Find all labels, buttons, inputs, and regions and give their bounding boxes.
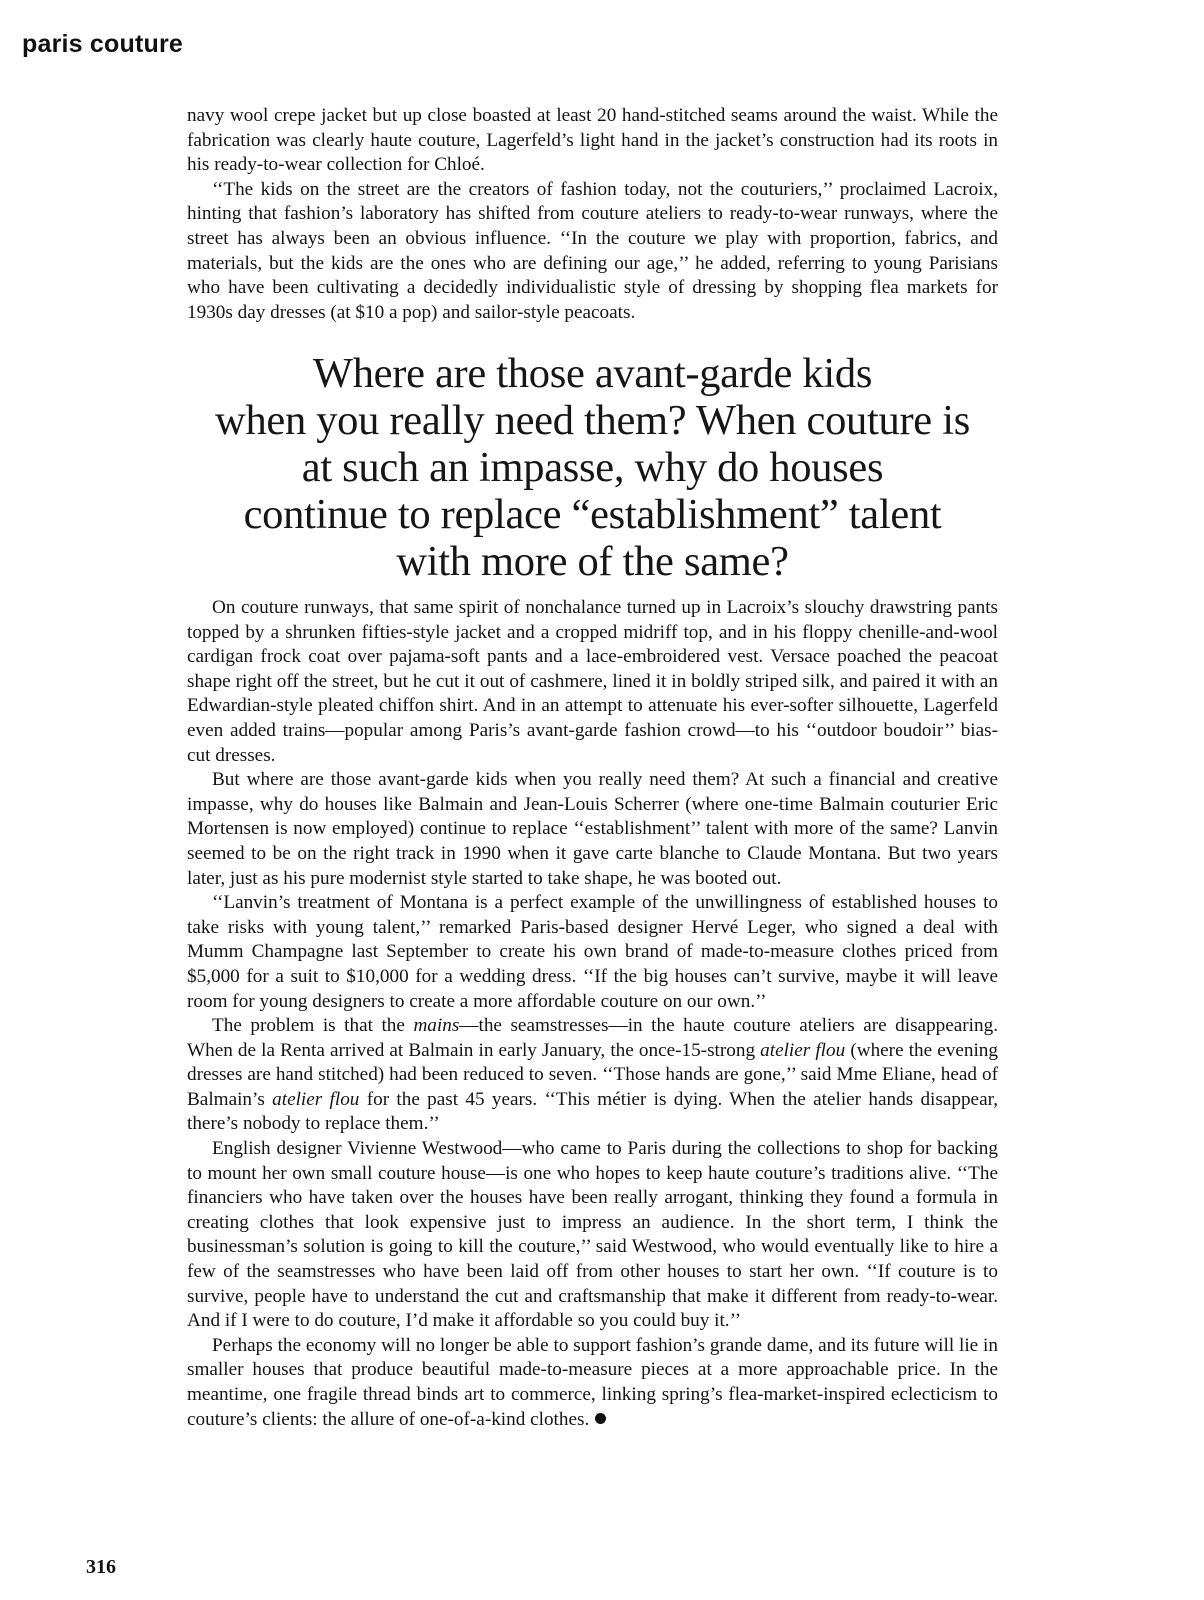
paragraph <box>187 1334 998 1432</box>
paragraph: On couture runways, that same spirit of nonchalance turned up in Lacroix’s slouchy drawstring pants topped by a shrunken fifties-style jacket and a cropped midriff top, and in his floppy chenille-and-wool cardigan frock coat over pajama-soft pants and a lace-embroidered vest. Versace poached the peacoat shape right off the street, but he cut it out of cashmere, lined it in boldly striped silk, and paired it with an Edwardian-style pleated chiffon shirt. And in an attempt to attenuate his ever-softer silhouette, Lagerfeld even added trains—popular among Paris’s avant-garde fashion crowd—to his ‘‘outdoor boudoir’’ bias-cut dresses. <box>187 597 998 766</box>
text-run: The problem is that the <box>212 1015 414 1037</box>
text-run: —the seamstresses—in the haute couture ateliers are disappearing. When de la Renta arrived at Balmain in early January, the once-15-strong <box>187 1015 998 1061</box>
section-title: paris couture <box>22 30 183 58</box>
pull-quote-line: when you really need them? When couture is <box>215 397 970 444</box>
page-number: 316 <box>86 1556 116 1578</box>
pull-quote-line: continue to replace “establishment” talent <box>243 491 942 538</box>
pull-quote <box>187 350 998 585</box>
paragraph: navy wool crepe jacket but up close boasted at least 20 hand-stitched seams around the waist. While the fabrication was clearly haute couture, Lagerfeld’s light hand in the jacket’s construction had its roots in his ready-to-wear collection for Chloé. <box>187 105 998 176</box>
pull-quote-line: at such an impasse, why do houses <box>301 444 884 491</box>
paragraph <box>187 1014 998 1137</box>
pull-quote-line: with more of the same? <box>396 538 789 585</box>
body-column-main <box>187 596 998 1432</box>
text-run: for the past 45 years. ‘‘This métier is dying. When the atelier hands disappear, there’s nobody to replace them.’’ <box>187 1088 999 1135</box>
italic-term: atelier flou <box>760 1039 846 1061</box>
paragraph: English designer Vivienne Westwood—who came to Paris during the collections to shop for backing to mount her own small couture house—is one who hopes to keep haute couture’s traditions alive. ‘‘The financiers who have taken over the houses have been really arrogant, thinking they found a formula in creating clothes that look expensive just to impress an audience. In the short term, I think the businessman’s solution is going to kill the couture,’’ said Westwood, who would eventually like to hire a few of the seamstresses who have been laid off from other houses to start her own. ‘‘If couture is to survive, people have to understand the cut and craftsmanship that make it different from ready-to-wear. And if I were to do couture, I’d make it affordable so you could buy it.’’ <box>187 1138 998 1332</box>
text-run: (where the evening dresses are hand stitched) had been reduced to seven. ‘‘Those hands are gone,’’ said Mme Eliane, head of Balmain’s <box>187 1039 998 1110</box>
pull-quote-line: Where are those avant-garde kids <box>312 350 873 397</box>
end-mark-icon <box>595 1413 606 1424</box>
paragraph: But where are those avant-garde kids when you really need them? At such a financial and creative impasse, why do houses like Balmain and Jean-Louis Scherrer (where one-time Balmain couturier Eric Mortensen is now employed) continue to replace ‘‘establishment’’ talent with more of the same? Lanvin seemed to be on the right track in 1990 when it gave carte blanche to Claude Montana. But two years later, just as his pure modernist style started to take shape, he was booted out. <box>187 769 998 889</box>
italic-term: atelier flou <box>272 1088 360 1110</box>
paragraph: ‘‘Lanvin’s treatment of Montana is a perfect example of the unwillingness of established houses to take risks with young talent,’’ remarked Paris-based designer Hervé Leger, who signed a deal with Mumm Champagne last September to create his own brand of made-to-measure clothes priced from $5,000 for a suit to $10,000 for a wedding dress. ‘‘If the big houses can’t survive, maybe it will leave room for young designers to create a more affordable couture on our own.’’ <box>187 892 998 1012</box>
body-column-top <box>187 104 998 325</box>
text-run: Perhaps the economy will no longer be able to support fashion’s grande dame, and its future will lie in smaller houses that produce beautiful made-to-measure pieces at a more approachable price. In the meantime, one fragile thread binds art to commerce, linking spring’s flea-market-inspired eclecticism to couture’s clients: the allure of one-of-a-kind clothes. <box>187 1334 998 1430</box>
italic-term: mains <box>413 1015 460 1037</box>
paragraph: ‘‘The kids on the street are the creators of fashion today, not the couturiers,’’ proclaimed Lacroix, hinting that fashion’s laboratory has shifted from couture ateliers to ready-to-wear runways, where the street has always been an obvious influence. ‘‘In the couture we play with proportion, fabrics, and materials, but the kids are the ones who are defining our age,’’ he added, referring to young Parisians who have been cultivating a decidedly individualistic style of dressing by shopping flea markets for 1930s day dresses (at $10 a pop) and sailor-style peacoats. <box>187 178 998 323</box>
